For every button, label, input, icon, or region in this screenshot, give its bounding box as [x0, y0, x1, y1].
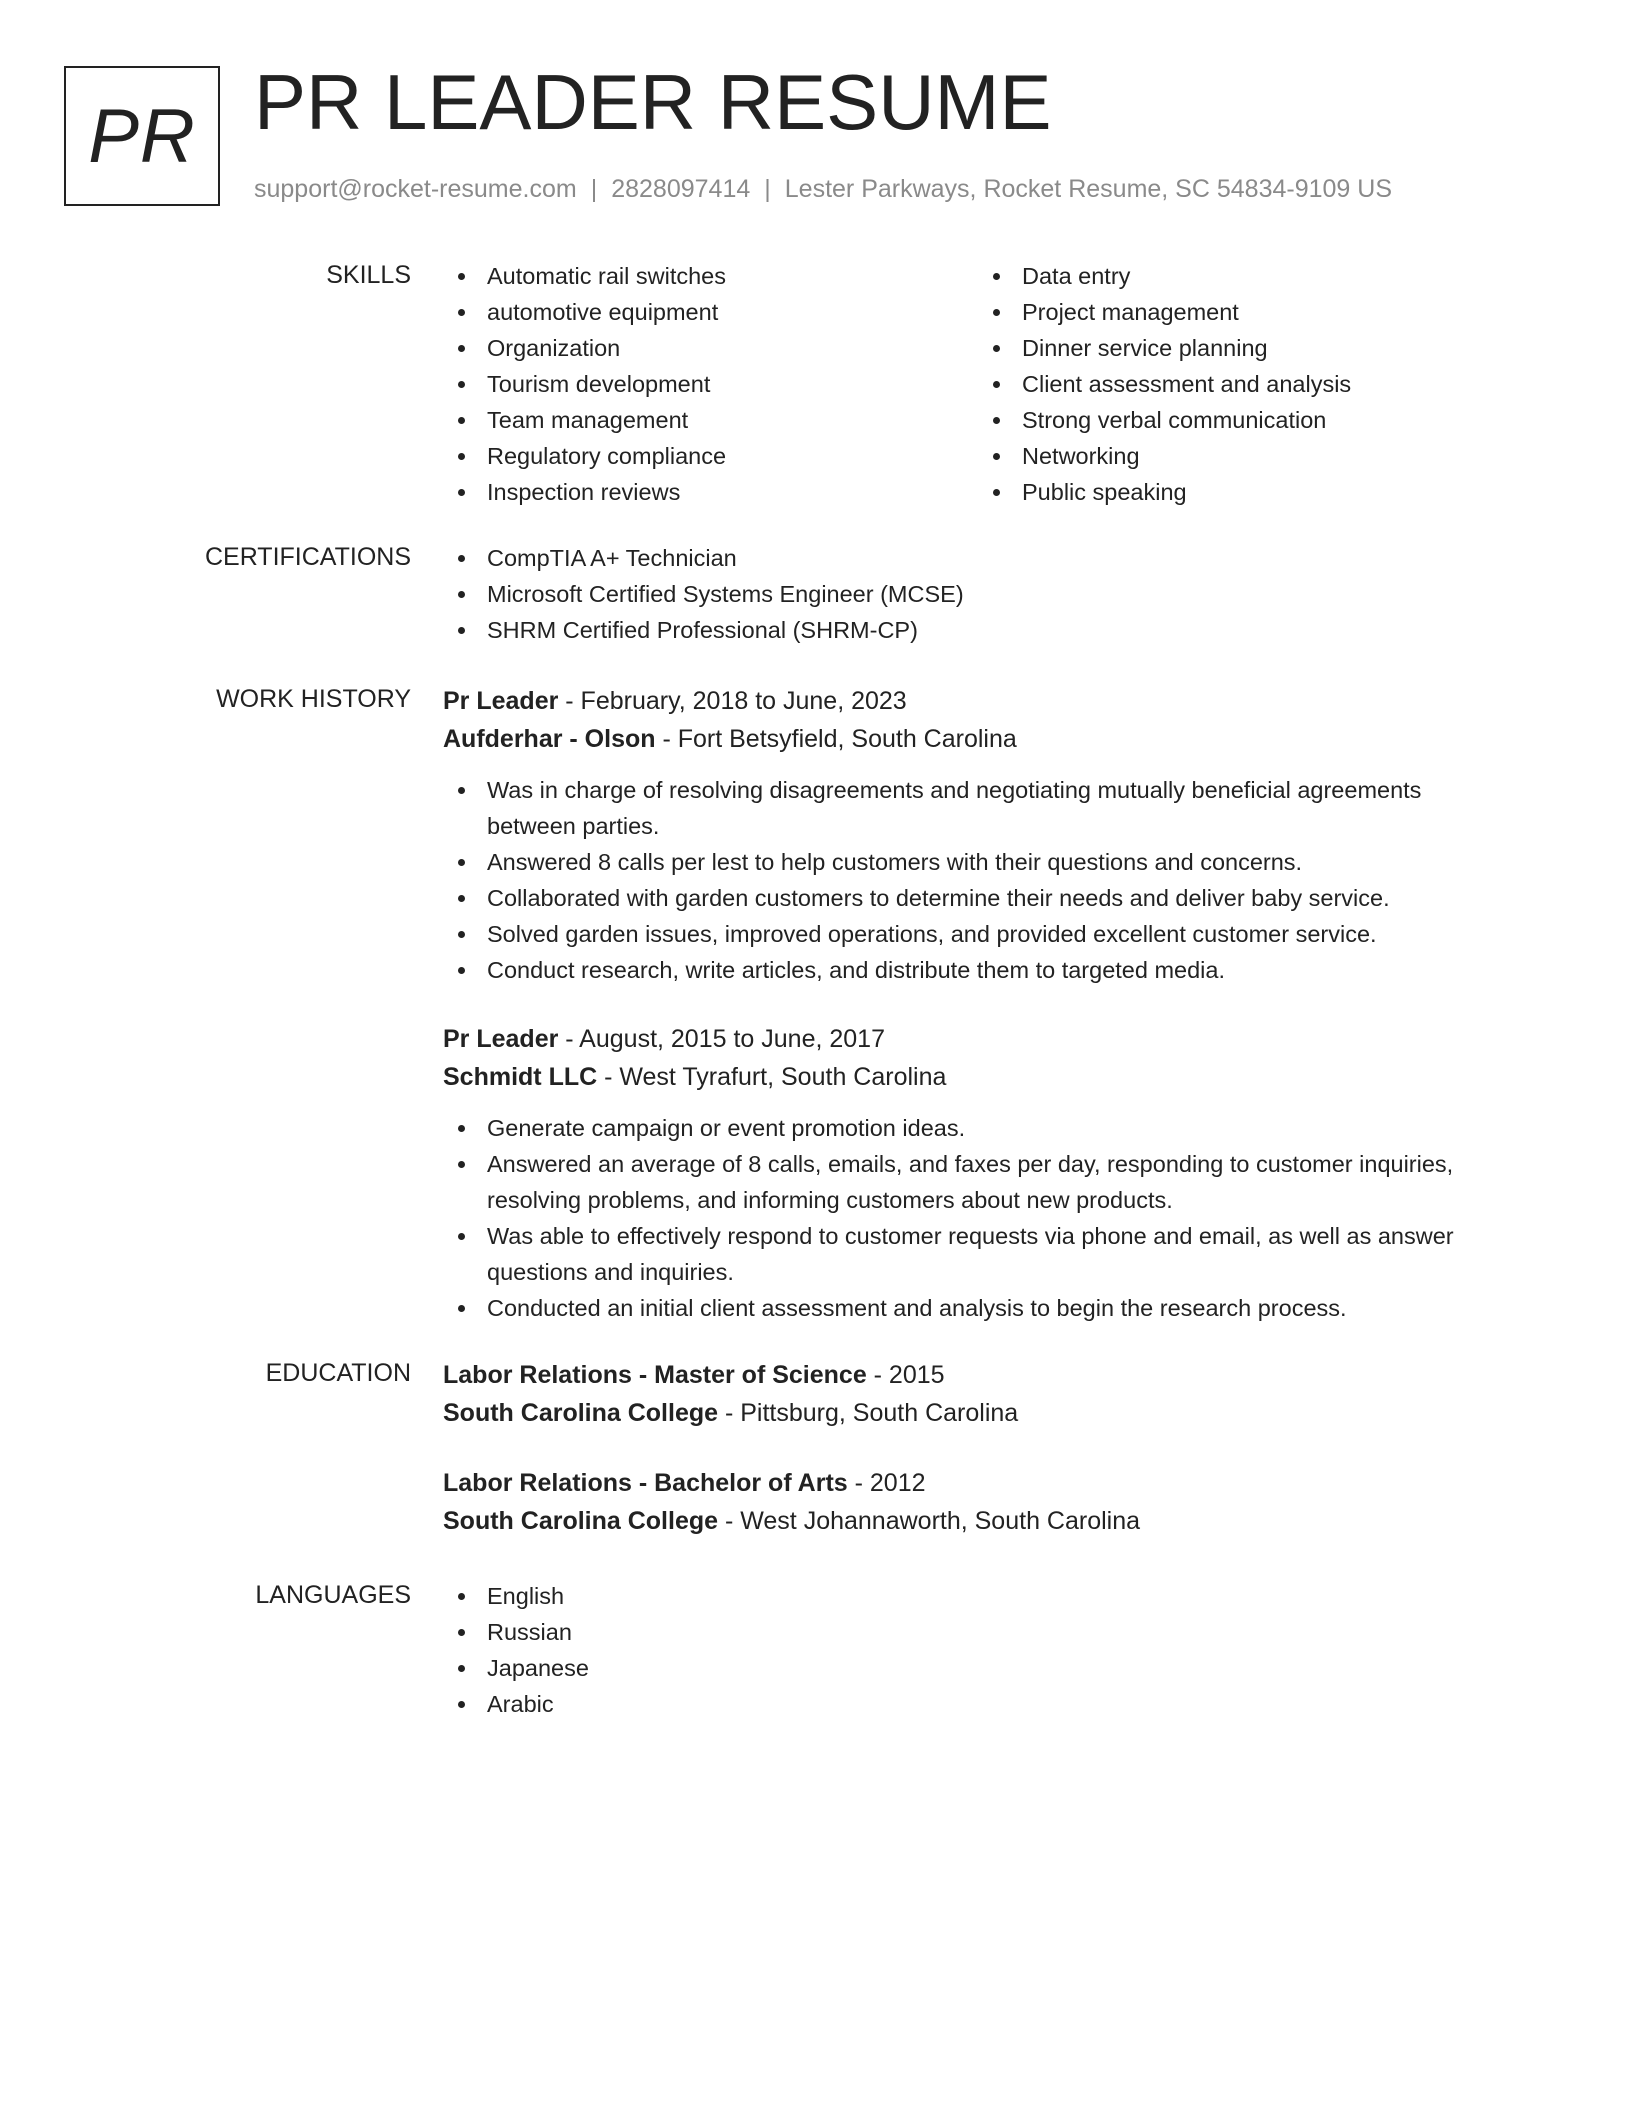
job-duty-item: Conduct research, write articles, and distribute them to targeted media. [443, 952, 1513, 988]
skill-item: Organization [443, 330, 978, 366]
degree-title: Labor Relations - Bachelor of Arts [443, 1469, 848, 1497]
resume-title: PR LEADER RESUME [254, 58, 1052, 146]
job-duty-item: Solved garden issues, improved operations, and provided excellent customer service. [443, 916, 1513, 952]
skill-item: Public speaking [978, 474, 1513, 510]
job-company: Schmidt LLC [443, 1063, 598, 1091]
contact-line [254, 172, 1392, 206]
job-duties-list [443, 1110, 1513, 1326]
degree-line [443, 1464, 1513, 1502]
degree-year: - 2012 [847, 1469, 926, 1497]
language-item: Arabic [443, 1686, 1513, 1722]
monogram-initials: PR [88, 93, 196, 179]
skill-item: Tourism development [443, 366, 978, 402]
skill-item: Regulatory compliance [443, 438, 978, 474]
job-company-line [443, 720, 1513, 758]
section-label-languages: LANGUAGES [255, 1581, 411, 1609]
job-duties-list [443, 772, 1513, 988]
skill-item: Automatic rail switches [443, 258, 978, 294]
job-title: Pr Leader [443, 687, 559, 715]
job-duty-item: Generate campaign or event promotion ideas. [443, 1110, 1513, 1146]
language-item: Russian [443, 1614, 1513, 1650]
school-line [443, 1394, 1513, 1432]
contact-separator: | [590, 175, 598, 203]
certifications-list [443, 540, 1513, 648]
skill-item: Team management [443, 402, 978, 438]
skill-item: Networking [978, 438, 1513, 474]
languages-list [443, 1578, 1513, 1722]
section-label-work-history: WORK HISTORY [216, 685, 411, 713]
job-dates: - February, 2018 to June, 2023 [558, 687, 907, 715]
skill-item: automotive equipment [443, 294, 978, 330]
skill-item: Client assessment and analysis [978, 366, 1513, 402]
job-location: - West Tyrafurt, South Carolina [597, 1063, 947, 1091]
skill-item: Data entry [978, 258, 1513, 294]
education-body [443, 1356, 1513, 1535]
certifications-body [443, 540, 1513, 648]
section-label-certifications: CERTIFICATIONS [204, 543, 411, 571]
skills-list-right [978, 258, 1513, 510]
skill-item: Project management [978, 294, 1513, 330]
contact-separator: | [764, 175, 771, 203]
language-item: Japanese [443, 1650, 1513, 1686]
school-location: - West Johannaworth, South Carolina [718, 1507, 1141, 1535]
contact-address: Lester Parkways, Rocket Resume, SC 54834-9109 US [784, 175, 1392, 203]
degree-year: - 2015 [866, 1361, 945, 1389]
skill-item: Dinner service planning [978, 330, 1513, 366]
certification-item: Microsoft Certified Systems Engineer (MCSE) [443, 576, 1513, 612]
job-duty-item: Was able to effectively respond to customer requests via phone and email, as well as answer questions and inquiries. [443, 1218, 1513, 1290]
section-label-education: EDUCATION [265, 1359, 411, 1387]
education-entry [443, 1464, 1513, 1540]
work-history-body [443, 682, 1513, 1321]
contact-phone[interactable]: 2828097414 [611, 175, 751, 203]
degree-line [443, 1356, 1513, 1394]
job-entry [443, 682, 1513, 988]
job-duty-item: Answered an average of 8 calls, emails, and faxes per day, responding to customer inquiries, resolving problems, and informing customers about new products. [443, 1146, 1513, 1218]
degree-title: Labor Relations - Master of Science [443, 1361, 867, 1389]
certification-item: CompTIA A+ Technician [443, 540, 1513, 576]
job-duty-item: Conducted an initial client assessment and analysis to begin the research process. [443, 1290, 1513, 1326]
skill-item: Inspection reviews [443, 474, 978, 510]
job-company-line [443, 1058, 1513, 1096]
monogram-box [64, 66, 220, 206]
languages-body [443, 1578, 1513, 1722]
skills-body [443, 258, 1513, 510]
school-line [443, 1502, 1513, 1540]
job-entry [443, 1020, 1513, 1326]
language-item: English [443, 1578, 1513, 1614]
job-duty-item: Collaborated with garden customers to determine their needs and deliver baby service. [443, 880, 1513, 916]
job-title-line [443, 682, 1513, 720]
job-location: - Fort Betsyfield, South Carolina [655, 725, 1017, 753]
job-dates: - August, 2015 to June, 2017 [558, 1025, 885, 1053]
skill-item: Strong verbal communication [978, 402, 1513, 438]
school-location: - Pittsburg, South Carolina [718, 1399, 1019, 1427]
job-title-line [443, 1020, 1513, 1058]
skills-list-left [443, 258, 978, 510]
contact-email[interactable]: support@rocket-resume.com [254, 175, 577, 203]
job-duty-item: Answered 8 calls per lest to help customers with their questions and concerns. [443, 844, 1513, 880]
section-label-skills: SKILLS [326, 261, 411, 289]
education-entry [443, 1356, 1513, 1432]
job-duty-item: Was in charge of resolving disagreements and negotiating mutually beneficial agreements between parties. [443, 772, 1513, 844]
job-company: Aufderhar - Olson [443, 725, 656, 753]
certification-item: SHRM Certified Professional (SHRM-CP) [443, 612, 1513, 648]
school-name: South Carolina College [443, 1507, 719, 1535]
school-name: South Carolina College [443, 1399, 719, 1427]
job-title: Pr Leader [443, 1025, 559, 1053]
